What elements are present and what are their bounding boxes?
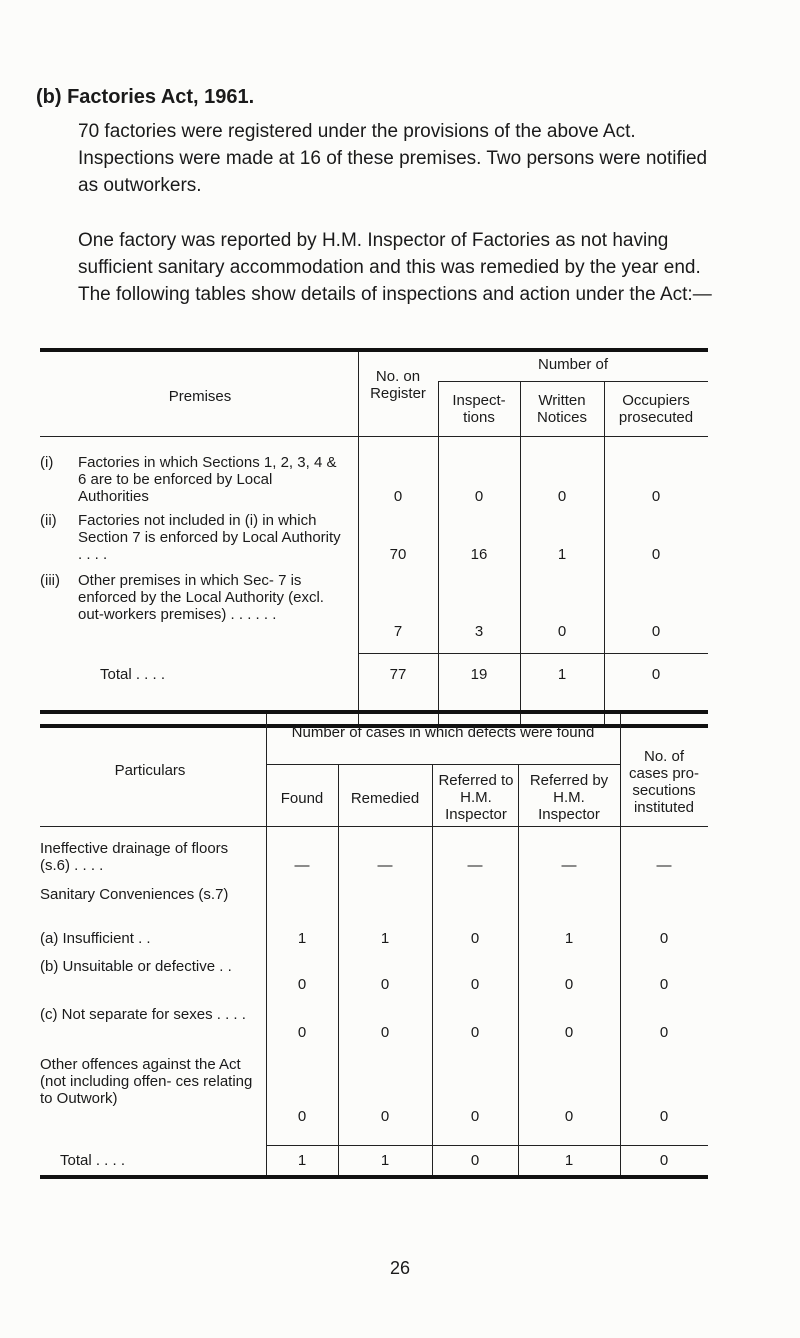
row-text: (c) Not separate for sexes . . . .	[40, 1006, 246, 1023]
total-occupiers: 0	[651, 666, 661, 683]
cell-referred-to: 0	[470, 1108, 480, 1125]
total-register: 77	[389, 666, 407, 683]
row-text: Sanitary Conveniences (s.7)	[40, 886, 229, 903]
header-written-notices: Written Notices	[536, 392, 588, 426]
row-text: (b) Unsuitable or defective . .	[40, 958, 232, 975]
cell-prosecutions: 0	[659, 930, 669, 947]
header-referred-to: Referred to H.M. Inspector	[438, 772, 514, 823]
cell-occupiers: 0	[651, 546, 661, 563]
page-number: 26	[389, 1258, 411, 1278]
total-inspections: 19	[470, 666, 488, 683]
section-heading: (b) Factories Act, 1961.	[36, 86, 255, 108]
paragraph-3: The following tables show details of inspections and action under the Act:—	[78, 284, 712, 305]
row-text: Factories not included in (i) in which Section 7 is enforced by Local Authority . . . .	[78, 512, 341, 563]
cell-referred-by: —	[561, 857, 577, 874]
cell-referred-by: 0	[564, 976, 574, 993]
row-text: Other offences against the Act (not including offen- ces relating to Outwork)	[40, 1056, 253, 1107]
row-text: Factories in which Sections 1, 2, 3, 4 & 6 are to be enforced by Local Authorities	[78, 454, 337, 505]
cell-register: 0	[393, 488, 403, 505]
cell-inspections: 16	[470, 546, 488, 563]
cell-referred-to: 0	[470, 976, 480, 993]
header-premises: Premises	[168, 388, 232, 405]
total-found: 1	[297, 1152, 307, 1169]
cell-remedied: —	[377, 857, 393, 874]
row-label: (i)	[40, 454, 54, 471]
row-text: Other premises in which Sec- 7 is enforced by the Local Authority (excl. out-workers premises) . . . . . .	[78, 572, 324, 623]
total-written: 1	[557, 666, 567, 683]
row-text: Ineffective drainage of floors (s.6) . . . .	[40, 840, 229, 874]
cell-found: 0	[297, 1024, 307, 1041]
header-referred-by: Referred by H.M. Inspector	[529, 772, 609, 823]
header-register: No. on Register	[370, 368, 426, 402]
cell-referred-by: 1	[564, 930, 574, 947]
cell-remedied: 0	[380, 976, 390, 993]
cell-prosecutions: 0	[659, 1024, 669, 1041]
total-label: Total . . . .	[60, 1152, 126, 1169]
cell-prosecutions: —	[656, 857, 672, 874]
cell-prosecutions: 0	[659, 976, 669, 993]
cell-occupiers: 0	[651, 488, 661, 505]
cell-found: 1	[297, 930, 307, 947]
row-label: (iii)	[40, 572, 60, 589]
cell-inspections: 0	[474, 488, 484, 505]
cell-register: 70	[389, 546, 407, 563]
cell-referred-by: 0	[564, 1024, 574, 1041]
total-prosecutions: 0	[659, 1152, 669, 1169]
cell-remedied: 0	[380, 1108, 390, 1125]
cell-prosecutions: 0	[659, 1108, 669, 1125]
header-particulars: Particulars	[114, 762, 186, 779]
inspections-table	[40, 348, 708, 728]
cell-found: 0	[297, 1108, 307, 1125]
total-remedied: 1	[380, 1152, 390, 1169]
cell-found: 0	[297, 976, 307, 993]
header-remedied: Remedied	[350, 790, 420, 807]
cell-remedied: 0	[380, 1024, 390, 1041]
cell-remedied: 1	[380, 930, 390, 947]
cell-referred-by: 0	[564, 1108, 574, 1125]
total-referred-by: 1	[564, 1152, 574, 1169]
cell-written: 1	[557, 546, 567, 563]
cell-occupiers: 0	[651, 623, 661, 640]
header-found: Found	[280, 790, 324, 807]
cell-referred-to: 0	[470, 930, 480, 947]
cell-written: 0	[557, 623, 567, 640]
cell-referred-to: 0	[470, 1024, 480, 1041]
cell-written: 0	[557, 488, 567, 505]
total-label: Total . . . .	[100, 666, 166, 683]
paragraph-1: 70 factories were registered under the provisions of the above Act. Inspections were made at 16 of these premises. Two persons were notified as outworkers.	[78, 121, 708, 196]
header-number-of: Number of	[537, 356, 609, 373]
row-label: (ii)	[40, 512, 57, 529]
row-text: (a) Insufficient . .	[40, 930, 151, 947]
total-referred-to: 0	[470, 1152, 480, 1169]
cell-inspections: 3	[474, 623, 484, 640]
cell-register: 7	[393, 623, 403, 640]
defects-table	[40, 710, 708, 1180]
cell-referred-to: —	[467, 857, 483, 874]
header-inspections: Inspect- tions	[452, 392, 506, 426]
cell-found: —	[294, 857, 310, 874]
header-occupiers-prosecuted: Occupiers prosecuted	[618, 392, 694, 426]
paragraph-2: One factory was reported by H.M. Inspector of Factories as not having sufficient sanitary accommodation and this was remedied by the year end.	[78, 230, 701, 278]
header-number-cases: Number of cases in which defects were found	[291, 724, 595, 741]
header-prosecutions: No. of cases pro- secutions instituted	[628, 748, 700, 816]
